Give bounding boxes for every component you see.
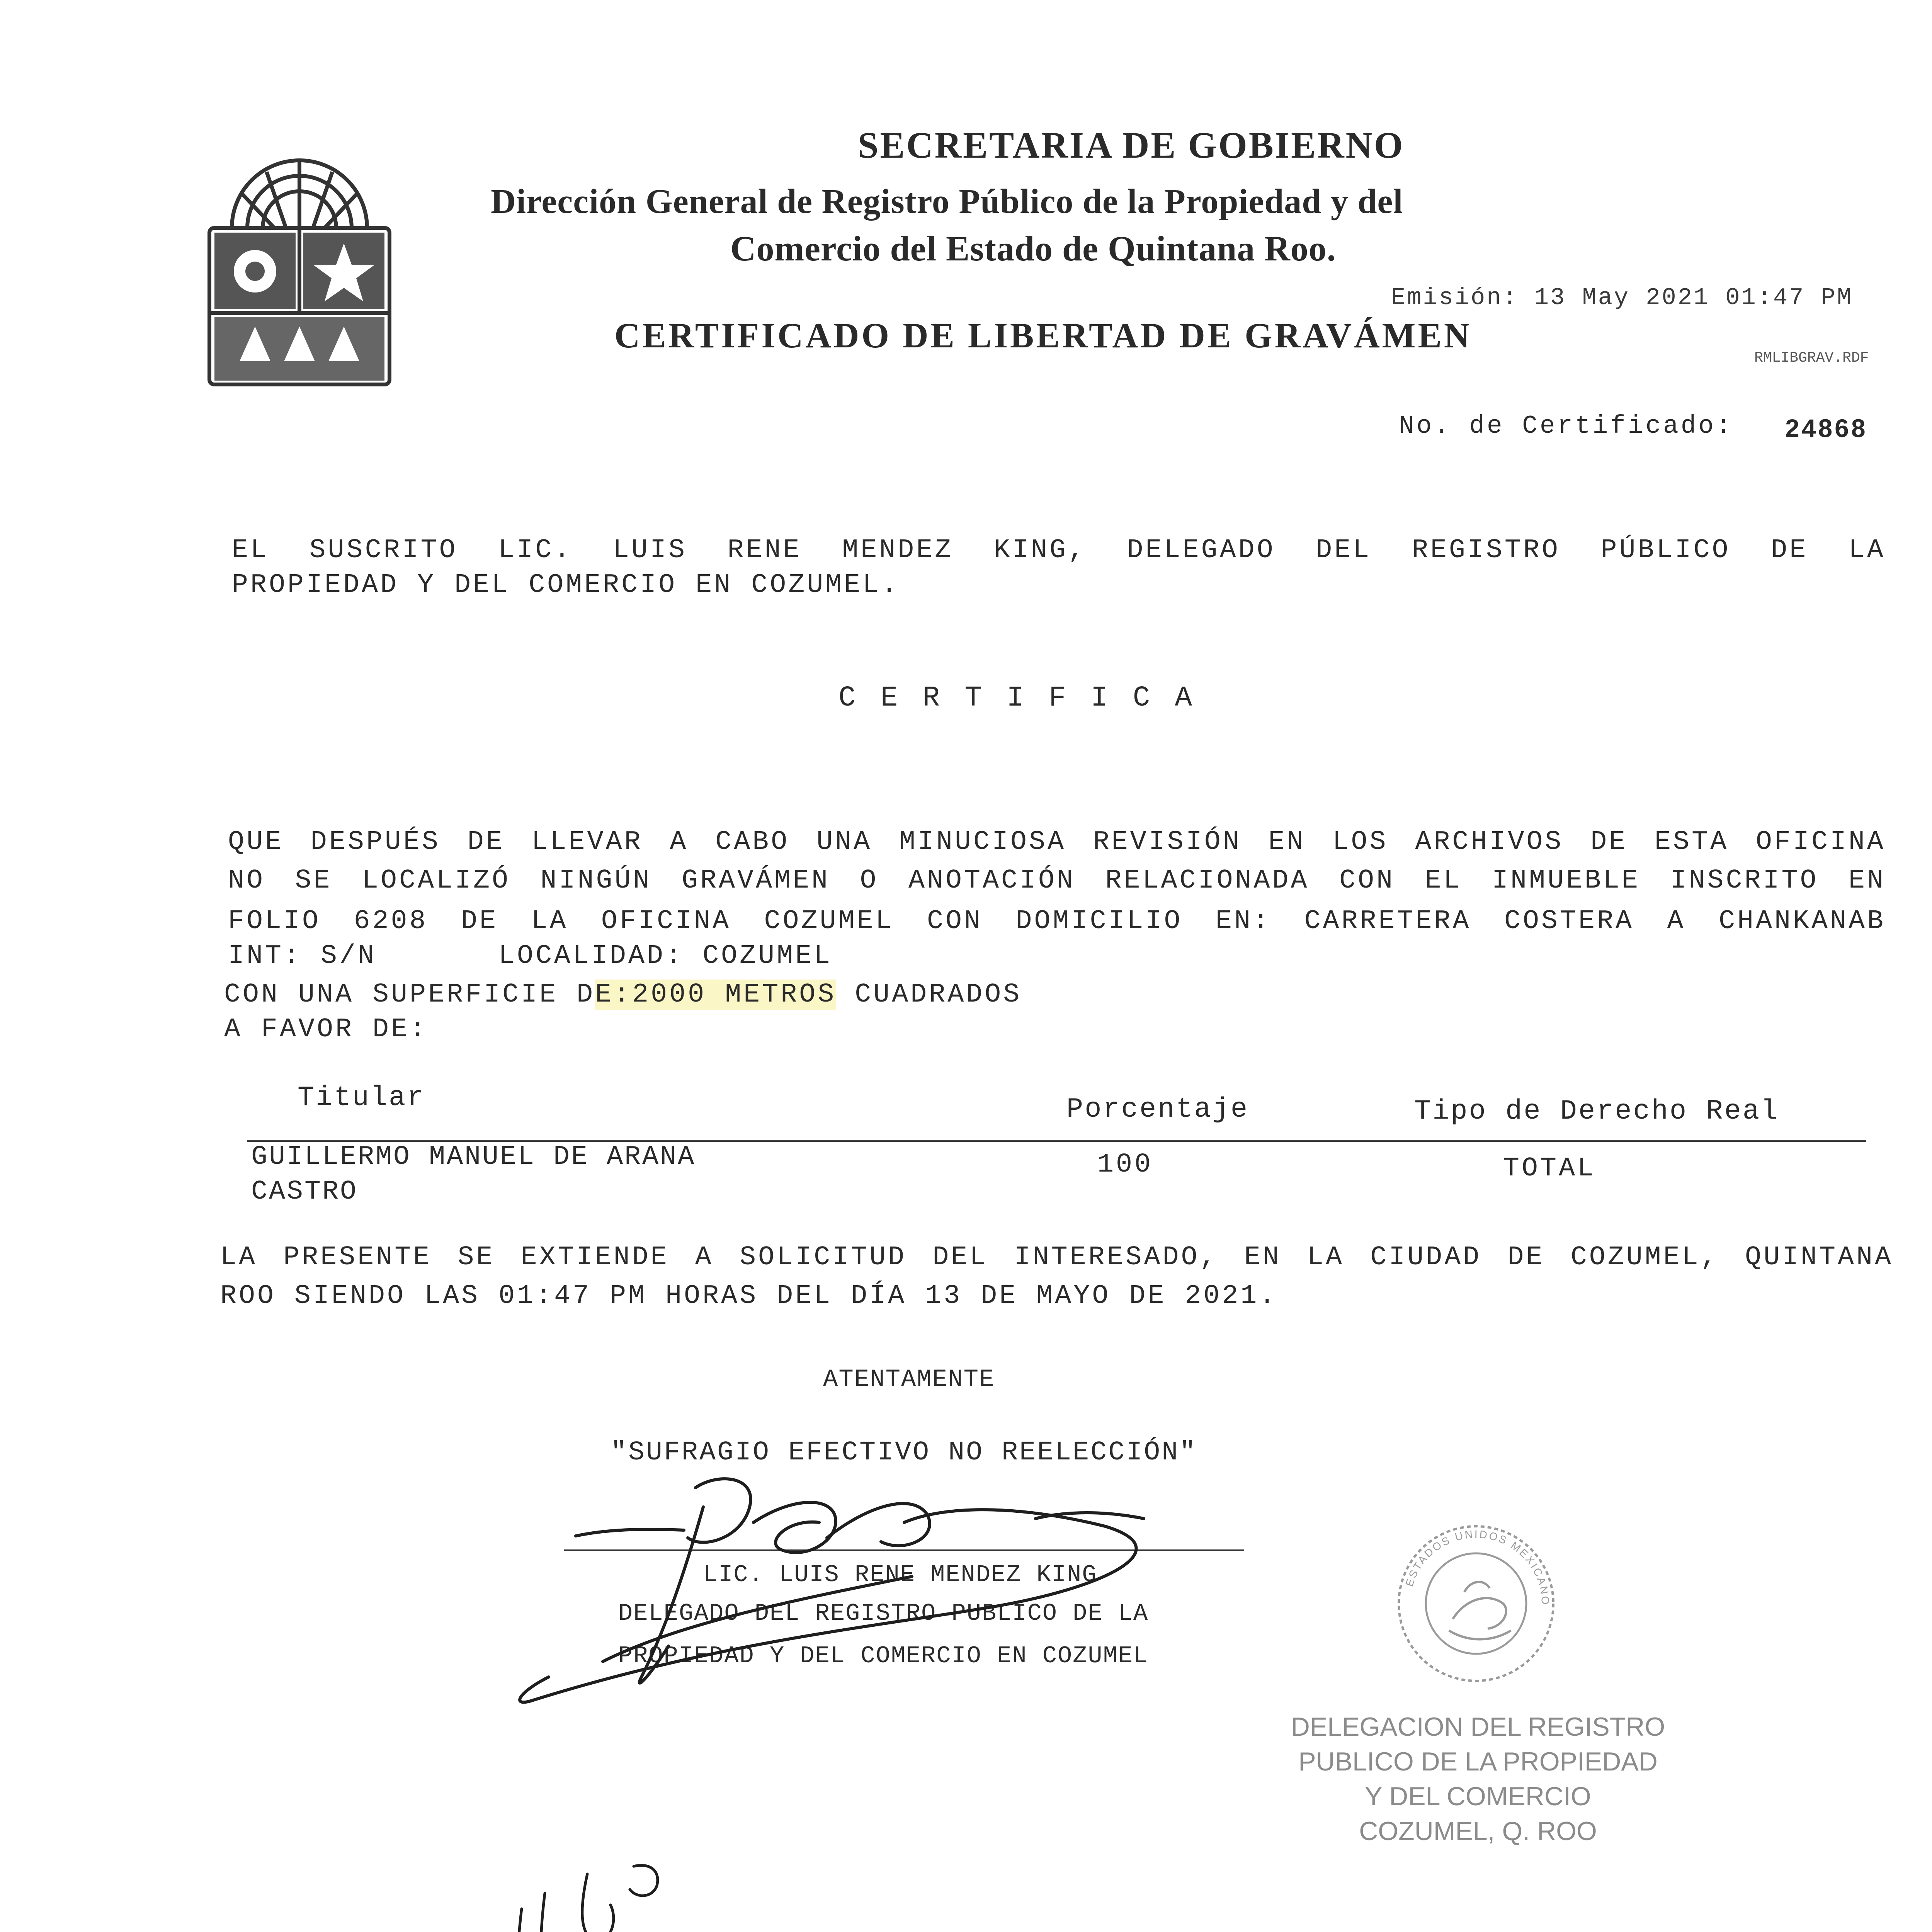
intro-line-1-word: KING, [993,535,1087,566]
intro-line-1-word: LIC. [498,535,573,566]
agency-subtitle-line1: Dirección General de Registro Público de la Propiedad y del [491,182,1403,221]
intro-line-1-word: RENE [727,535,802,566]
body-line-1-word: UNA [816,827,872,857]
body-line-3-word: CARRETERA [1304,906,1471,937]
signer-name: LIC. LUIS RENE MENDEZ KING [703,1561,1097,1588]
body-line-4-localidad: LOCALIDAD: COZUMEL [498,941,833,971]
agency-title: SECRETARIA DE GOBIERNO [858,124,1405,166]
intro-line-1-word: DEL [1316,535,1372,566]
body-line-3-word: CON [927,906,983,937]
intro-line-1-word: MENDEZ [842,535,954,566]
body-line-3-word: OFICINA [601,906,731,937]
body-line-3-word: CHANKANAB [1718,906,1886,937]
body-line-3-word: COZUMEL [764,906,894,937]
motto: "SUFRAGIO EFECTIVO NO REELECCIÓN" [611,1437,1197,1468]
body-line-1-word: EN [1268,827,1306,857]
body-line-2-word: O [860,866,879,896]
body-line-2-word: GRAVÁMEN [681,866,830,896]
intro-line-1-word: LA [1848,535,1886,566]
body-line-3-word: DOMICILIO [1015,906,1183,937]
closing-line-2: ROO SIENDO LAS 01:47 PM HORAS DEL DÍA 13 DE MAYO DE 2021. [220,1281,1278,1311]
closing-line-1-word: A [695,1242,714,1273]
closing-line-1-word: DE [1507,1242,1545,1273]
certifica-heading: C E R T I F I C A [838,682,1196,714]
stamp-line-3: Y DEL COMERCIO [1365,1782,1591,1811]
body-line-3-word: DE [461,906,498,937]
body-line-3-word: LA [531,906,568,937]
body-line-2-word: EL [1425,866,1462,896]
surface-suffix: CUADRADOS [836,980,1022,1010]
body-line-6: A FAVOR DE: [224,1014,429,1045]
body-line-3 [228,906,1886,937]
closing-line-1-word: SOLICITUD [740,1242,907,1273]
body-line-1-word: REVISIÓN [1093,827,1242,857]
atentamente-label: ATENTAMENTE [823,1366,995,1394]
stamp-line-1: DELEGACION DEL REGISTRO [1291,1712,1665,1742]
body-line-1-word: DESPUÉS [310,827,440,857]
body-line-1-word: MINUCIOSA [899,827,1066,857]
closing-line-1-word: EXTIENDE [520,1242,669,1273]
table-row-titular-line2: CASTRO [251,1177,358,1207]
intro-line-1-word: REGISTRO [1412,535,1560,566]
body-line-1-word: A [670,827,689,857]
report-code: RMLIBGRAV.RDF [1754,350,1869,366]
body-line-3-word: EN: [1215,906,1271,937]
body-line-2-word: INSCRITO [1670,866,1819,896]
body-line-2-word: EN [1848,866,1886,896]
body-line-2 [228,866,1886,896]
signer-role-line2: PROPIEDAD Y DEL COMERCIO EN COZUMEL [618,1642,1149,1670]
intro-line-1 [232,535,1886,566]
coat-of-arms-emblem [205,151,394,390]
intro-line-1-word: LUIS [612,535,687,566]
closing-line-1-word: SE [457,1242,495,1273]
signer-role-line1: DELEGADO DEL REGISTRO PUBLICO DE LA [618,1600,1149,1627]
body-line-5 [224,980,1022,1010]
body-line-1-word: LOS [1332,827,1388,857]
closing-line-1-word: COZUMEL, [1570,1242,1719,1273]
body-line-3-word: FOLIO [228,906,321,937]
closing-line-1-word: PRESENTE [283,1242,432,1273]
table-header-porcentaje: Porcentaje [1066,1094,1249,1125]
stamp-line-2: PUBLICO DE LA PROPIEDAD [1298,1747,1658,1776]
body-line-2-word: NINGÚN [540,866,652,896]
body-line-2-word: RELACIONADA [1105,866,1310,896]
table-header-titular: Titular [298,1082,425,1114]
body-line-2-word: SE [295,866,332,896]
body-line-2-word: INMUEBLE [1492,866,1640,896]
intro-line-1-word: DELEGADO [1127,535,1276,566]
body-line-2-word: NO [228,866,265,896]
body-line-2-word: LOCALIZÓ [362,866,510,896]
document-title: CERTIFICADO DE LIBERTAD DE GRAVÁMEN [614,316,1472,355]
body-line-1-word: LLEVAR [531,827,643,857]
body-line-3-word: 6208 [354,906,428,937]
agency-subtitle-line2: Comercio del Estado de Quintana Roo. [730,229,1336,268]
body-line-1-word: QUE [228,827,284,857]
intro-line-1-word: SUSCRITO [309,535,458,566]
table-row-porcentaje: 100 [1097,1150,1153,1180]
surface-prefix: CON UNA SUPERFICIE D [224,980,595,1010]
body-line-4-int: INT: S/N [228,941,377,971]
closing-line-1-word: LA [220,1242,258,1273]
emission-date: Emisión: 13 May 2021 01:47 PM [1391,284,1853,311]
intro-line-1-word: PÚBLICO [1600,535,1731,566]
closing-line-1-word: DEL [932,1242,988,1273]
table-row-tipo: TOTAL [1503,1153,1596,1184]
surface-highlight: E:2000 METROS [595,980,837,1010]
body-line-2-word: ANOTACIÓN [908,866,1075,896]
body-line-1-word: ESTA [1655,827,1729,857]
body-line-1-word: DE [1590,827,1628,857]
reviewer-initials [379,1862,696,1932]
closing-line-1-word: INTERESADO, [1014,1242,1218,1273]
body-line-2-word: CON [1339,866,1395,896]
seal-ring-text: ESTADOS UNIDOS MEXICANO [1403,1528,1552,1606]
closing-line-1-word: LA [1307,1242,1345,1273]
handwritten-signature [487,1461,1298,1747]
body-line-1-word: OFICINA [1755,827,1886,857]
closing-line-1-word: EN [1244,1242,1281,1273]
intro-line-2: PROPIEDAD Y DEL COMERCIO EN COZUMEL. [232,570,900,600]
body-line-1-word: ARCHIVOS [1415,827,1564,857]
body-line-3-word: COSTERA [1504,906,1634,937]
body-line-1-word: CABO [715,827,790,857]
body-line-1 [228,827,1886,857]
closing-line-1-word: CIUDAD [1370,1242,1482,1273]
certificate-number: 24868 [1785,414,1868,442]
body-line-1-word: DE [467,827,505,857]
stamp-line-4: COZUMEL, Q. ROO [1359,1816,1597,1846]
certificate-label: No. de Certificado: [1399,412,1734,440]
intro-line-1-word: DE [1771,535,1808,566]
closing-line-1 [220,1242,1893,1273]
table-header-tipo: Tipo de Derecho Real [1414,1095,1779,1127]
official-seal [1387,1515,1565,1692]
body-line-3-word: A [1667,906,1686,937]
intro-line-1-word: EL [232,535,269,566]
closing-line-1-word: QUINTANA [1745,1242,1893,1273]
table-row-titular-line1: GUILLERMO MANUEL DE ARANA [251,1142,696,1172]
